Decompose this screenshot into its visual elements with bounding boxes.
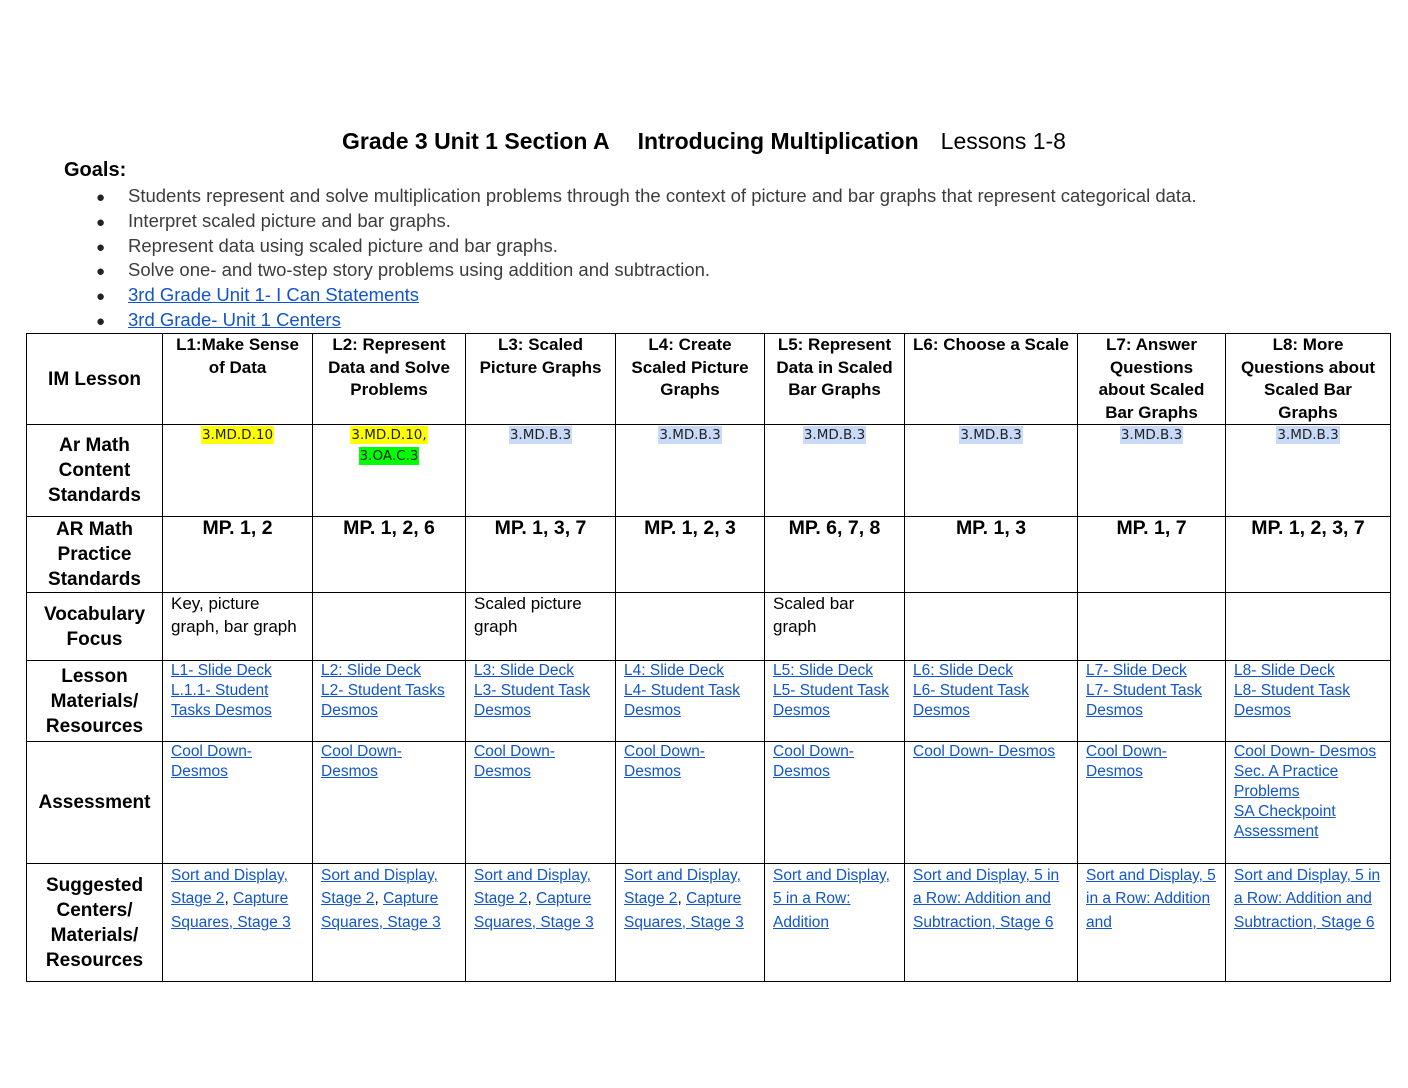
goal-link-item bbox=[96, 283, 1197, 308]
cool-down-link[interactable]: Cool Down- Desmos bbox=[1086, 743, 1167, 780]
goal-text: Interpret scaled picture and bar graphs. bbox=[128, 209, 451, 231]
standard-code: 3.MD.B.3 bbox=[960, 427, 1022, 443]
vocabulary-cell bbox=[905, 593, 1078, 661]
centers-cell bbox=[765, 864, 905, 982]
row-assessment bbox=[27, 742, 1391, 864]
centers-cell bbox=[1226, 864, 1391, 982]
row-header-assessment: Assessment bbox=[27, 742, 163, 864]
content-standards-cell bbox=[1078, 425, 1226, 517]
title-unit-name: Introducing Multiplication bbox=[637, 128, 919, 154]
student-task-link[interactable]: L4- Student Task Desmos bbox=[624, 682, 741, 719]
row-header-centers: Suggested Centers/ Materials/ Resources bbox=[27, 864, 163, 982]
standard-code: 3.MD.B.3 bbox=[659, 427, 721, 443]
practice-standards-cell: MP. 1, 3 bbox=[905, 517, 1078, 593]
lesson-title-cell: L4: Create Scaled Picture Graphs bbox=[616, 334, 765, 425]
assessment-cell bbox=[313, 742, 466, 864]
lesson-title-cell: L1:Make Sense of Data bbox=[163, 334, 313, 425]
practice-standards-cell: MP. 1, 7 bbox=[1078, 517, 1226, 593]
student-task-link[interactable]: L8- Student Task Desmos bbox=[1234, 682, 1351, 719]
center-activity-link[interactable]: Capture Squares, Stage 3 bbox=[474, 890, 594, 931]
materials-cell bbox=[905, 661, 1078, 742]
bullet-icon: ● bbox=[96, 213, 106, 231]
title-grade: Grade 3 Unit 1 Section A bbox=[342, 128, 610, 154]
bullet-icon: ● bbox=[96, 288, 106, 306]
slide-deck-link[interactable]: L1- Slide Deck bbox=[171, 662, 272, 679]
content-standards-cell bbox=[466, 425, 616, 517]
bullet-icon: ● bbox=[96, 312, 106, 330]
row-practice-standards bbox=[27, 517, 1391, 593]
content-standards-cell bbox=[313, 425, 466, 517]
materials-cell bbox=[163, 661, 313, 742]
assessment-cell bbox=[765, 742, 905, 864]
center-activity-link[interactable]: Sort and Display, 5 in a Row: Addition and Subtraction, Stage 6 bbox=[913, 867, 1060, 931]
slide-deck-link[interactable]: L8- Slide Deck bbox=[1234, 662, 1335, 679]
student-task-link[interactable]: L2- Student Tasks Desmos bbox=[321, 682, 445, 719]
row-vocabulary bbox=[27, 593, 1391, 661]
goal-item bbox=[96, 209, 1197, 234]
slide-deck-link[interactable]: L3: Slide Deck bbox=[474, 662, 574, 679]
center-activity-link[interactable]: Sort and Display, Stage 2 bbox=[171, 867, 288, 908]
goals-label: Goals: bbox=[64, 159, 127, 181]
practice-standards-cell: MP. 1, 2, 6 bbox=[313, 517, 466, 593]
materials-cell bbox=[313, 661, 466, 742]
goal-text: Solve one- and two-step story problems using addition and subtraction. bbox=[128, 259, 711, 281]
lesson-title-cell: L6: Choose a Scale bbox=[905, 334, 1078, 425]
unit-centers-link[interactable]: 3rd Grade- Unit 1 Centers bbox=[128, 308, 341, 330]
materials-cell bbox=[765, 661, 905, 742]
centers-cell: Sort and Display, Stage 2, Capture Squares, Stage 3 bbox=[466, 864, 616, 982]
assessment-cell bbox=[905, 742, 1078, 864]
assessment-cell bbox=[616, 742, 765, 864]
cool-down-link[interactable]: Cool Down- Desmos bbox=[624, 743, 705, 780]
standard-code: 3.MD.B.3 bbox=[1120, 427, 1183, 443]
slide-deck-link[interactable]: L4: Slide Deck bbox=[624, 662, 724, 679]
goals-list bbox=[96, 184, 1197, 333]
vocabulary-cell bbox=[313, 593, 466, 661]
goal-item bbox=[96, 258, 1197, 283]
student-task-link[interactable]: L3- Student Task Desmos bbox=[474, 682, 591, 719]
cool-down-link[interactable]: Cool Down- Desmos bbox=[171, 743, 252, 780]
materials-cell bbox=[1226, 661, 1391, 742]
i-can-statements-link[interactable]: 3rd Grade Unit 1- I Can Statements bbox=[128, 284, 419, 306]
centers-cell bbox=[905, 864, 1078, 982]
student-task-link[interactable]: L6- Student Task Desmos bbox=[913, 682, 1030, 719]
center-activity-link[interactable]: Sort and Display, Stage 2 bbox=[321, 867, 438, 908]
row-header-vocabulary: Vocabulary Focus bbox=[27, 593, 163, 661]
assessment-cell bbox=[1226, 742, 1391, 864]
practice-standards-cell: MP. 1, 2 bbox=[163, 517, 313, 593]
assessment-cell bbox=[163, 742, 313, 864]
center-activity-link[interactable]: Sort and Display, Stage 2 bbox=[624, 867, 741, 908]
student-task-link[interactable]: L5- Student Task Desmos bbox=[773, 682, 890, 719]
row-centers bbox=[27, 864, 1391, 982]
materials-cell bbox=[1078, 661, 1226, 742]
slide-deck-link[interactable]: L5: Slide Deck bbox=[773, 662, 873, 679]
standard-code: 3.MD.D.10 bbox=[201, 427, 274, 443]
lesson-title-cell: L3: Scaled Picture Graphs bbox=[466, 334, 616, 425]
slide-deck-link[interactable]: L7- Slide Deck bbox=[1086, 662, 1187, 679]
assessment-cell bbox=[466, 742, 616, 864]
vocabulary-cell bbox=[1226, 593, 1391, 661]
center-activity-link[interactable]: Capture Squares, Stage 3 bbox=[624, 890, 744, 931]
vocabulary-cell bbox=[616, 593, 765, 661]
content-standards-cell bbox=[163, 425, 313, 517]
assessment-link[interactable]: SA Checkpoint Assessment bbox=[1234, 803, 1336, 840]
goal-item bbox=[96, 234, 1197, 259]
vocabulary-cell: Scaled picture graph bbox=[466, 593, 616, 661]
lesson-plan-table bbox=[26, 333, 1391, 982]
row-header-materials: Lesson Materials/ Resources bbox=[27, 661, 163, 742]
slide-deck-link[interactable]: L6: Slide Deck bbox=[913, 662, 1013, 679]
page-title bbox=[0, 128, 1408, 155]
vocabulary-cell bbox=[1078, 593, 1226, 661]
cool-down-link[interactable]: Cool Down- Desmos bbox=[321, 743, 402, 780]
standard-code: 3.MD.D.10, bbox=[351, 427, 427, 443]
lesson-title-cell: L8: More Questions about Scaled Bar Graphs bbox=[1226, 334, 1391, 425]
content-standards-cell bbox=[765, 425, 905, 517]
goal-item bbox=[96, 184, 1197, 209]
standard-code: 3.MD.B.3 bbox=[803, 427, 866, 443]
practice-standards-cell: MP. 1, 2, 3 bbox=[616, 517, 765, 593]
assessment-link[interactable]: Sec. A Practice Problems bbox=[1234, 763, 1339, 800]
row-header-practice-standards: AR Math Practice Standards bbox=[27, 517, 163, 593]
standard-code: 3.MD.B.3 bbox=[1277, 427, 1339, 443]
lesson-title-cell: L2: Represent Data and Solve Problems bbox=[313, 334, 466, 425]
center-activity-link[interactable]: Sort and Display, 5 in a Row: Addition and Subtraction, Stage 6 bbox=[1234, 867, 1381, 931]
practice-standards-cell: MP. 1, 2, 3, 7 bbox=[1226, 517, 1391, 593]
centers-cell: Sort and Display, Stage 2, Capture Squares, Stage 3 bbox=[313, 864, 466, 982]
practice-standards-cell: MP. 1, 3, 7 bbox=[466, 517, 616, 593]
bullet-icon: ● bbox=[96, 189, 106, 206]
student-task-link[interactable]: L7- Student Task Desmos bbox=[1086, 682, 1203, 719]
student-task-link[interactable]: L.1.1- Student Tasks Desmos bbox=[171, 682, 272, 719]
vocabulary-cell: Scaled bar graph bbox=[765, 593, 905, 661]
center-activity-link[interactable]: Sort and Display, Stage 2 bbox=[474, 867, 591, 908]
centers-cell bbox=[1078, 864, 1226, 982]
center-activity-link[interactable]: Capture Squares, Stage 3 bbox=[171, 890, 291, 931]
row-im-lesson bbox=[27, 334, 1391, 425]
vocabulary-cell: Key, picture graph, bar graph bbox=[163, 593, 313, 661]
goal-text: Represent data using scaled picture and bar graphs. bbox=[128, 234, 558, 256]
row-header-content-standards: Ar Math Content Standards bbox=[27, 425, 163, 517]
cool-down-link[interactable]: Cool Down- Desmos bbox=[1234, 743, 1377, 760]
standard-code: 3.OA.C.3 bbox=[359, 448, 419, 464]
cool-down-link[interactable]: Cool Down- Desmos bbox=[773, 743, 854, 780]
goal-text: Students represent and solve multiplication problems through the context of picture and bar graphs that represent categorical data. bbox=[128, 185, 1197, 206]
lesson-title-cell: L7: Answer Questions about Scaled Bar Graphs bbox=[1078, 334, 1226, 425]
center-activity-link[interactable]: Capture Squares, Stage 3 bbox=[321, 890, 441, 931]
assessment-cell bbox=[1078, 742, 1226, 864]
centers-cell: Sort and Display, Stage 2, Capture Squares, Stage 3 bbox=[616, 864, 765, 982]
row-materials bbox=[27, 661, 1391, 742]
slide-deck-link[interactable]: L2: Slide Deck bbox=[321, 662, 421, 679]
bullet-icon: ● bbox=[96, 263, 106, 281]
center-activity-link[interactable]: Sort and Display, 5 in a Row: Addition bbox=[773, 867, 890, 931]
content-standards-cell bbox=[905, 425, 1078, 517]
lesson-title-cell: L5: Represent Data in Scaled Bar Graphs bbox=[765, 334, 905, 425]
goal-link-item bbox=[96, 308, 1197, 333]
cool-down-link[interactable]: Cool Down- Desmos bbox=[474, 743, 555, 780]
center-activity-link[interactable]: Sort and Display, 5 in a Row: Addition and bbox=[1086, 867, 1216, 931]
content-standards-cell bbox=[1226, 425, 1391, 517]
content-standards-cell bbox=[616, 425, 765, 517]
row-content-standards bbox=[27, 425, 1391, 517]
bullet-icon: ● bbox=[96, 238, 106, 256]
materials-cell bbox=[466, 661, 616, 742]
title-lessons: Lessons 1-8 bbox=[940, 128, 1066, 154]
row-header-im-lesson: IM Lesson bbox=[27, 334, 163, 425]
standard-code: 3.MD.B.3 bbox=[509, 427, 572, 443]
centers-cell: Sort and Display, Stage 2, Capture Squares, Stage 3 bbox=[163, 864, 313, 982]
cool-down-link[interactable]: Cool Down- Desmos bbox=[913, 743, 1056, 760]
materials-cell bbox=[616, 661, 765, 742]
practice-standards-cell: MP. 6, 7, 8 bbox=[765, 517, 905, 593]
